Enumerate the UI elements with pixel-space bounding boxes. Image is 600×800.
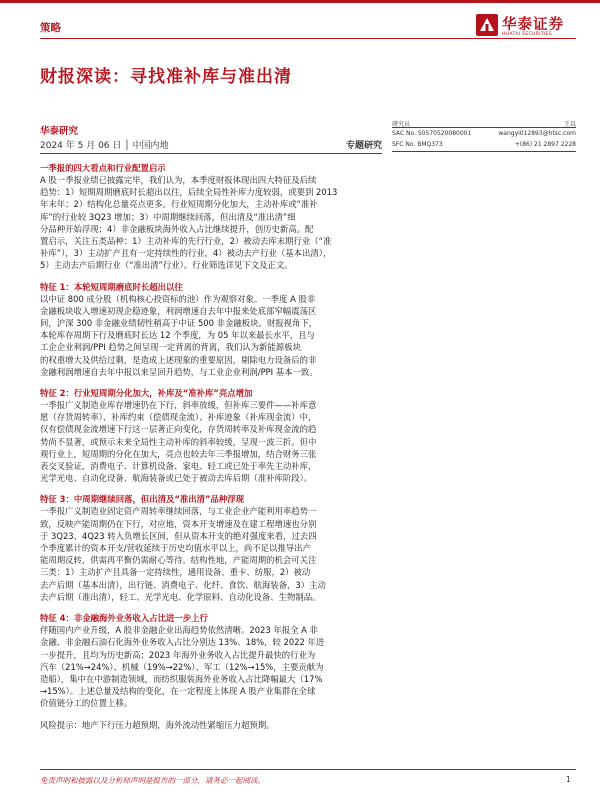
- section-feature-2: [40, 387, 382, 484]
- analyst-row-sfc: [392, 140, 576, 150]
- brand-name-en: HUATAI SECURITIES: [502, 32, 553, 37]
- analyst-header: [392, 118, 576, 128]
- text-line: 工企企业利润/PPI 趋势之间呈现一定背离的背离，我们认为新能源板块: [40, 342, 301, 353]
- text-line: 金融、非金融石油石化海外业务收入占比分别达 13%、18%，较 2022 年进: [40, 637, 325, 648]
- section-feature-3: [40, 493, 382, 603]
- section-paragraph: [40, 293, 382, 378]
- risk-warning: [40, 719, 382, 731]
- text-line: 去产后期（基本出清），出行链、消费电子、化纤、食饮、航海装备，3）主动: [40, 579, 326, 590]
- section-paragraph: [40, 624, 382, 709]
- section-risk: [40, 719, 382, 731]
- text-line: 仅有偿债现金流增速下行这一层著正向变化，存货周转率及补库现金流的趋: [40, 424, 317, 435]
- text-line: 库”的行业较 3Q23 增加；3）中周期继续回落，但出清及“准出清”细: [40, 211, 296, 222]
- analyst-email[interactable]: wangyi012893@htsc.com: [498, 130, 576, 137]
- text-line: 补库”），3）主动扩产且有一定持续性的行业，4）被动去产行业（基本出清），: [40, 248, 332, 259]
- page-title: 财报深读：寻找准补库与准出清: [40, 67, 292, 87]
- section-paragraph: [40, 174, 382, 272]
- report-category: 策略: [40, 22, 61, 34]
- text-line: 三类：1）主动扩产且具备一定持续性，通用设备、重卡、纺服，2）被动: [40, 567, 311, 578]
- text-line: 趋势：1）短期周期磨底时长超出以往，后续全局性补库力度较弱，或要到 2013: [40, 187, 338, 198]
- text-line: 一季报广义制造业固定资产周转率继续回落，与工业企业产能利用率趋势一: [40, 506, 317, 517]
- analyst-phone: +(86) 21 2897 2228: [514, 141, 576, 148]
- text-line: 致，反映产能周期仍在下行，对应地，资本开支增速及在建工程增速也分别: [40, 518, 317, 529]
- top-accent-band: [0, 0, 600, 3]
- text-line: 金融板块收入增速初现企稳迹象，利润增速自去年中报来处底部窄幅震荡区: [40, 305, 317, 316]
- section-heading: 一季报的四大看点和行业配置启示: [40, 163, 166, 173]
- text-line: 的权重增大及供给过剩，是造成上述现象的重要原因，剔除电力设备后的非: [40, 354, 317, 365]
- text-line: A 股一季报业绩已披露完毕，我们认为，本季度财报体现出四大特征及后续: [40, 175, 317, 185]
- section-feature-4: [40, 612, 382, 709]
- text-line: 势尚不显著，或预示未来全局性主动补库的斜率较缓，呈现一波三折。但中: [40, 436, 317, 447]
- text-line: 年末年；2）结构化总量亮点更多。行业短周期分化加大，主动补库或“准补: [40, 199, 318, 210]
- text-line: →15%）。上述总量及结构的变化，在一定程度上体现 A 股产业集群在全球: [40, 686, 316, 697]
- section-heading: 特征 2：行业短周期分化加大，补库及“准补库”亮点增加: [40, 388, 253, 399]
- brand-name-cn: 华泰证券: [502, 17, 564, 33]
- text-line: 造船），集中在中游制造领域，而纺织服装海外业务收入占比降幅最大（17%: [40, 673, 323, 684]
- analyst-role: 研究员: [392, 121, 411, 128]
- header-divider: [40, 38, 576, 39]
- page-number: 1: [566, 775, 571, 784]
- text-line: 伴随国内产业升级，A 股非金融企业出海趋势依然清晰。2023 年报全 A 非: [40, 625, 318, 636]
- text-line: 愿（存货周转率）、补库约束（偿债现金流）、补库迹象（补库现金流）中，: [40, 412, 317, 423]
- text-line: 汽车（21%→24%）、机械（19%→22%）、军工（12%→15%，主要贡献为: [40, 661, 324, 672]
- text-line: 能周期反转，供需再平衡仍需耐心等待。结构性地，产能周期的机会可关注: [40, 555, 317, 566]
- section-heading: 特征 1：本轮短周期磨底时长超出以往: [40, 281, 183, 292]
- analyst-row-sac: [392, 129, 576, 139]
- text-line: 价值链分工的位置上移。: [40, 698, 133, 709]
- text-line: 风险提示：地产下行压力超预期，海外流动性紧缩压力超预期。: [40, 719, 275, 730]
- text-line: 表交叉验证，消费电子、计算机设备、家电、轻工或已处于率先主动补库，: [40, 461, 317, 472]
- text-line: 5）主动去产后期行业（“准出清”行业）。行业筛选详见下文及正文。: [40, 260, 293, 271]
- section-heading: 特征 3：中周期继续回落，但出清及“准出清”品种浮现: [40, 494, 244, 505]
- report-body: [40, 162, 382, 740]
- text-line: 于 3Q23、4Q23 转入负增长区间，但从资本开支的绝对强度来看，过去四: [40, 530, 317, 541]
- text-line: 分品种开始浮现；4）非金融板块海外收入占比继续提升，创历史新高。配: [40, 223, 314, 234]
- analyst-name: 王以: [563, 121, 576, 128]
- text-line: 一步提升，且均为历史新高；2023 年海外业务收入占比提升最快的行业为: [40, 649, 316, 660]
- text-line: 本轮库存周期下行及磨底时长达 12 个季度，为 05 年以来最长水平，且与: [40, 330, 315, 341]
- section-paragraph: [40, 399, 382, 484]
- text-line: 去产后期（准出清），轻工、光学光电、化学原料、自动化设备、生物制品。: [40, 591, 321, 602]
- report-date: 2024 年 5 月 06 日 │ 中国内地: [40, 141, 169, 151]
- text-line: 置启示，关注五类品种：1）主动补库的先行行业，2）被动去库末期行业（“准: [40, 236, 332, 247]
- analyst-sac: SAC No. S0570520080001: [392, 130, 472, 137]
- report-meta: [40, 136, 382, 154]
- analyst-panel: [392, 118, 576, 152]
- analyst-sfc: SFC No. BMQ373: [392, 141, 443, 148]
- huatai-logo-icon: [476, 14, 498, 36]
- text-line: 间，沪深 300 非金融业绩韧性稍高于中证 500 非金融板块。财报视角下，: [40, 318, 318, 329]
- report-type: 专题研究: [345, 141, 382, 151]
- text-line: 以中证 800 成分股（机构核心投资标的池）作为观察对象。一季度 A 股非: [40, 293, 316, 304]
- section-summary: [40, 162, 382, 272]
- footer-disclaimer: 免责声明和披露以及分析师声明是报告的一部分，请务必一起阅读。: [40, 776, 265, 785]
- section-feature-1: [40, 281, 382, 378]
- text-line: 个季度累计的资本开支/营收延续于历史均值水平以上，尚不足以推导出产: [40, 543, 311, 554]
- text-line: 一季报广义制造业库存增速仍在下行，斜率放缓，但补库三要件——补库意: [40, 400, 317, 411]
- text-line: 光学光电、自动化设备、航海装备或已处于被动去库后期（准补库阶段）。: [40, 473, 313, 484]
- section-paragraph: [40, 505, 382, 603]
- text-line: 观行业上，短周期的分化在加大，亮点也较去年三季报增加，结合财务三张: [40, 448, 317, 459]
- research-tag: 华泰研究: [40, 126, 79, 137]
- huatai-logo: [476, 12, 576, 40]
- footer-divider: [40, 769, 576, 770]
- text-line: 金融利润增速自去年中报以来呈回升趋势，与工业企业利润/PPI 基本一致。: [40, 366, 318, 377]
- analyst-divider: [392, 151, 576, 152]
- section-heading: 特征 4：非金融海外业务收入占比进一步上行: [40, 613, 208, 624]
